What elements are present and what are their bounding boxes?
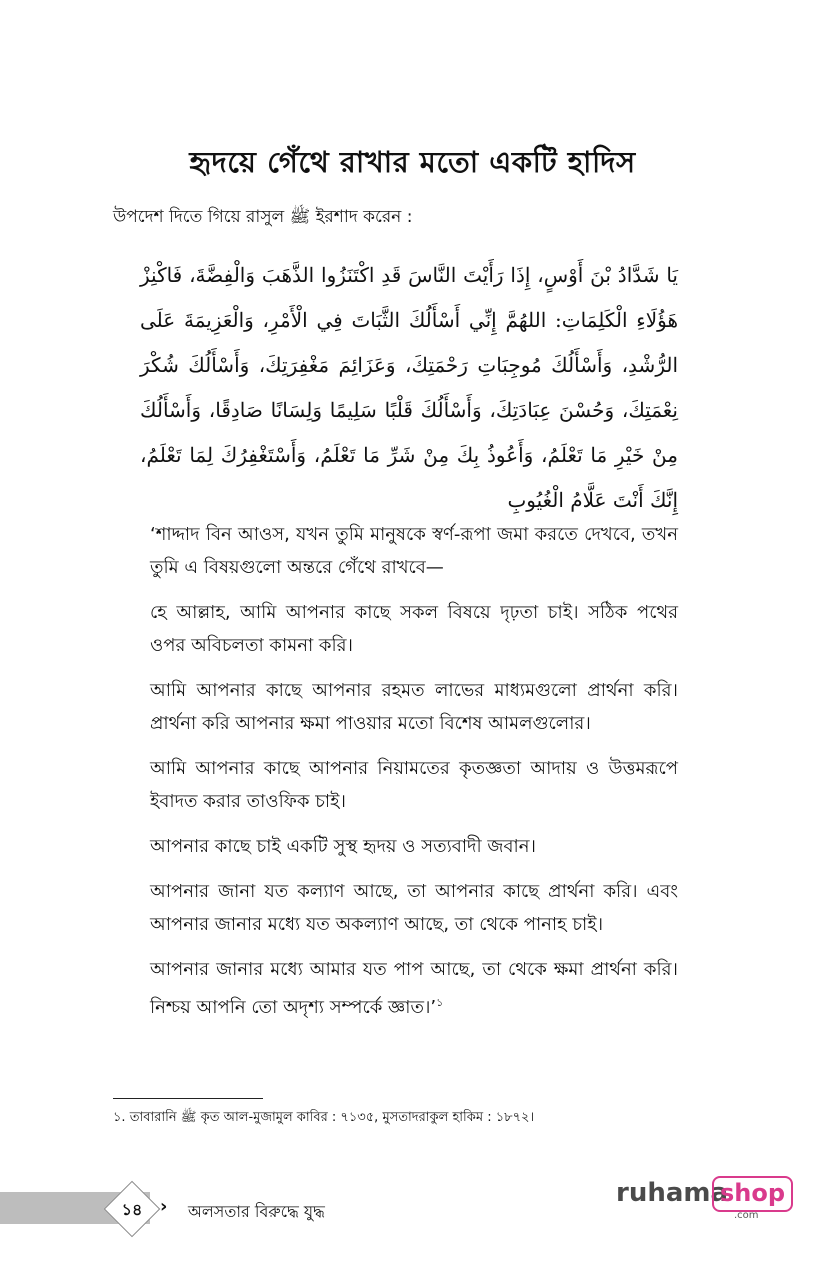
intro-text: উপদেশ দিতে গিয়ে রাসুল ﷺ ইরশাদ করেন : — [113, 207, 413, 227]
book-title: অলসতার বিরুদ্ধে যুদ্ধ — [188, 1202, 325, 1221]
translation-paragraph: ‘শাদ্দাদ বিন আওস, যখন তুমি মানুষকে স্বর্ণ-রূপা জমা করতে দেখবে, তখন তুমি এ বিষয়গুলো অন্তরে গেঁথে রাখবে— — [150, 524, 678, 578]
chevron-right-icon: › — [160, 1196, 168, 1217]
page-number: ১৪ — [121, 1200, 143, 1219]
translation-text: আপনার জানার মধ্যে আমার যত পাপ আছে, তা থেকে ক্ষমা প্রার্থনা করি। নিশ্চয় আপনি তো অদৃশ্য সম্পর্কে জ্ঞাত।’ — [150, 959, 678, 1018]
arabic-hadith: يَا شَدَّادُ بْنَ أَوْسٍ، إِذَا رَأَيْتَ النَّاسَ قَدِ اكْتَنَزُوا الذَّهَبَ وَالْفِضَّةَ، فَاكْنِزْ هَؤُلَاءِ الْكَلِمَاتِ: اللهُمَّ إِنِّي أَسْأَلُكَ الثَّبَاتَ فِي الْأَمْرِ، وَالْعَزِيمَةَ عَلَى الرُّشْدِ، وَأَسْأَلُكَ مُوجِبَاتِ رَحْمَتِكَ، وَعَزَائِمَ مَغْفِرَتِكَ، وَأَسْأَلُكَ شُكْرَ نِعْمَتِكَ، وَحُسْنَ عِبَادَتِكَ، وَأَسْأَلُكَ قَلْبًا سَلِيمًا وَلِسَانًا صَادِقًا، وَأَسْأَلُكَ مِنْ خَيْرِ مَا تَعْلَمُ، وَأَعُوذُ بِكَ مِنْ شَرِّ مَا تَعْلَمُ، وَأَسْتَغْفِرُكَ لِمَا تَعْلَمُ، إِنَّكَ أَنْتَ عَلَّامُ الْغُيُوبِ — [140, 263, 678, 512]
logo-shop-text: shop — [712, 1176, 793, 1212]
ruhama-shop-logo — [616, 1176, 786, 1221]
translation-paragraph: হে আল্লাহ, আমি আপনার কাছে সকল বিষয়ে দৃঢ়তা চাই। সঠিক পথের ওপর অবিচলতা কামনা করি। — [150, 602, 678, 656]
footnote-marker[interactable]: ১ — [436, 996, 444, 1009]
translation-paragraph-last — [150, 953, 678, 1024]
logo-ruhama-text: ruhama — [616, 1178, 729, 1208]
translation-paragraph: আমি আপনার কাছে আপনার নিয়ামতের কৃতজ্ঞতা আদায় ও উত্তমরূপে ইবাদত করার তাওফিক চাই। — [150, 758, 678, 812]
translation-paragraph: আপনার জানা যত কল্যাণ আছে, তা আপনার কাছে প্রার্থনা করি। এবং আপনার জানার মধ্যে যত অকল্যাণ আছে, তা থেকে পানাহ চাই। — [150, 881, 678, 935]
translation-paragraph: আপনার কাছে চাই একটি সুস্থ হৃদয় ও সত্যবাদী জবান। — [150, 836, 536, 857]
page-title: হৃদয়ে গেঁথে রাখার মতো একটি হাদিস — [189, 145, 636, 179]
translation-paragraph: আমি আপনার কাছে আপনার রহমত লাভের মাধ্যমগুলো প্রার্থনা করি। প্রার্থনা করি আপনার ক্ষমা পাওয়ার মতো বিশেষ আমলগুলোর। — [150, 680, 678, 734]
logo-domain-text: .com — [734, 1210, 759, 1221]
footnote: ১. তাবারানি ﷺ কৃত আল-মুজামুল কাবির : ৭১৩৫, মুসতাদরাকুল হাকিম : ১৮৭২। — [113, 1110, 535, 1125]
translation-block — [150, 518, 678, 1036]
footnote-divider — [113, 1098, 263, 1099]
